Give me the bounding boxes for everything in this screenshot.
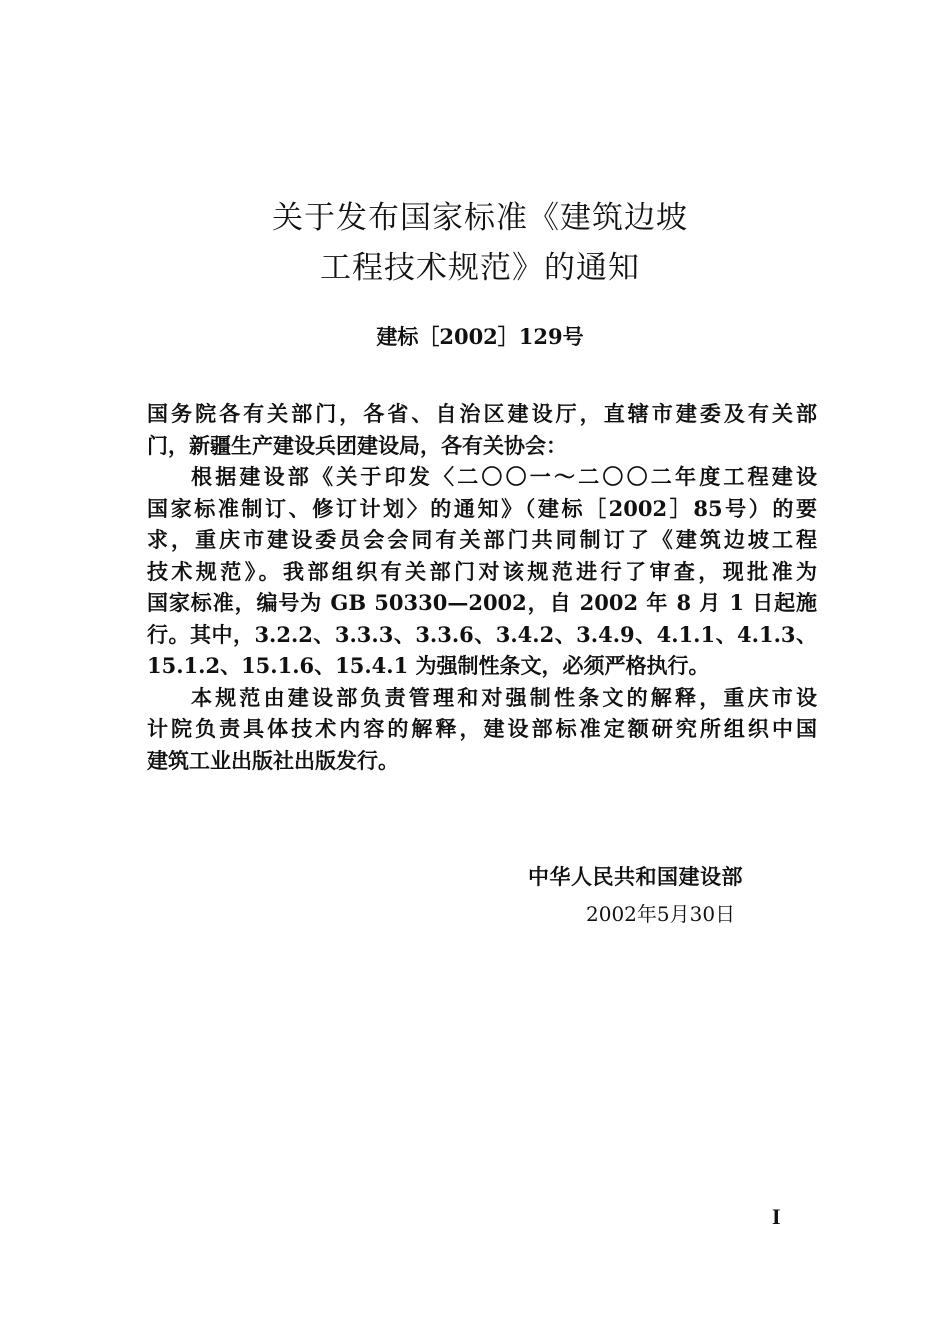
salutation-line: 国务院各有关部门，各省、自治区建设厅，直辖市建委及有关部: [147, 401, 817, 426]
paragraph-1-line: 国家标准制订、修订计划〉的通知》（建标［2002］85号）的要: [147, 495, 817, 521]
paragraph-2-line: 建筑工业出版社出版发行。: [147, 747, 399, 773]
paragraph-1-line: 行。其中，3.2.2、3.3.3、3.3.6、3.4.2、3.4.9、4.1.1、4.1.3、: [147, 621, 817, 647]
paragraph-1-line: 求，重庆市建设委员会会同有关部门共同制订了《建筑边坡工程: [147, 527, 817, 552]
issuer-signature: 中华人民共和国建设部: [528, 864, 743, 889]
issue-date: 2002年5月30日: [586, 902, 736, 926]
paragraph-1-line: 国家标准，编号为 GB 50330—2002，自 2002 年 8 月 1 日起施: [147, 590, 817, 615]
document-number: 建标［2002］129号: [376, 324, 584, 349]
title-line-2: 工程技术规范》的通知: [320, 250, 640, 286]
paragraph-1-line: 技术规范》。我部组织有关部门对该规范进行了审查，现批准为: [147, 558, 817, 584]
page-number: I: [772, 1204, 781, 1229]
paragraph-2-line: 计院负责具体技术内容的解释，建设部标准定额研究所组织中国: [147, 716, 817, 741]
title-line-1: 关于发布国家标准《建筑边坡: [272, 200, 688, 236]
paragraph-1-line: 15.1.2、15.1.6、15.4.1 为强制性条文，必须严格执行。: [147, 653, 710, 678]
salutation-line: 门，新疆生产建设兵团建设局，各有关协会：: [147, 432, 567, 458]
paragraph-2-line: 本规范由建设部负责管理和对强制性条文的解释，重庆市设: [191, 684, 817, 710]
paragraph-1-line: 根据建设部《关于印发〈二〇〇一～二〇〇二年度工程建设: [191, 464, 817, 489]
notice-body: [147, 398, 817, 776]
